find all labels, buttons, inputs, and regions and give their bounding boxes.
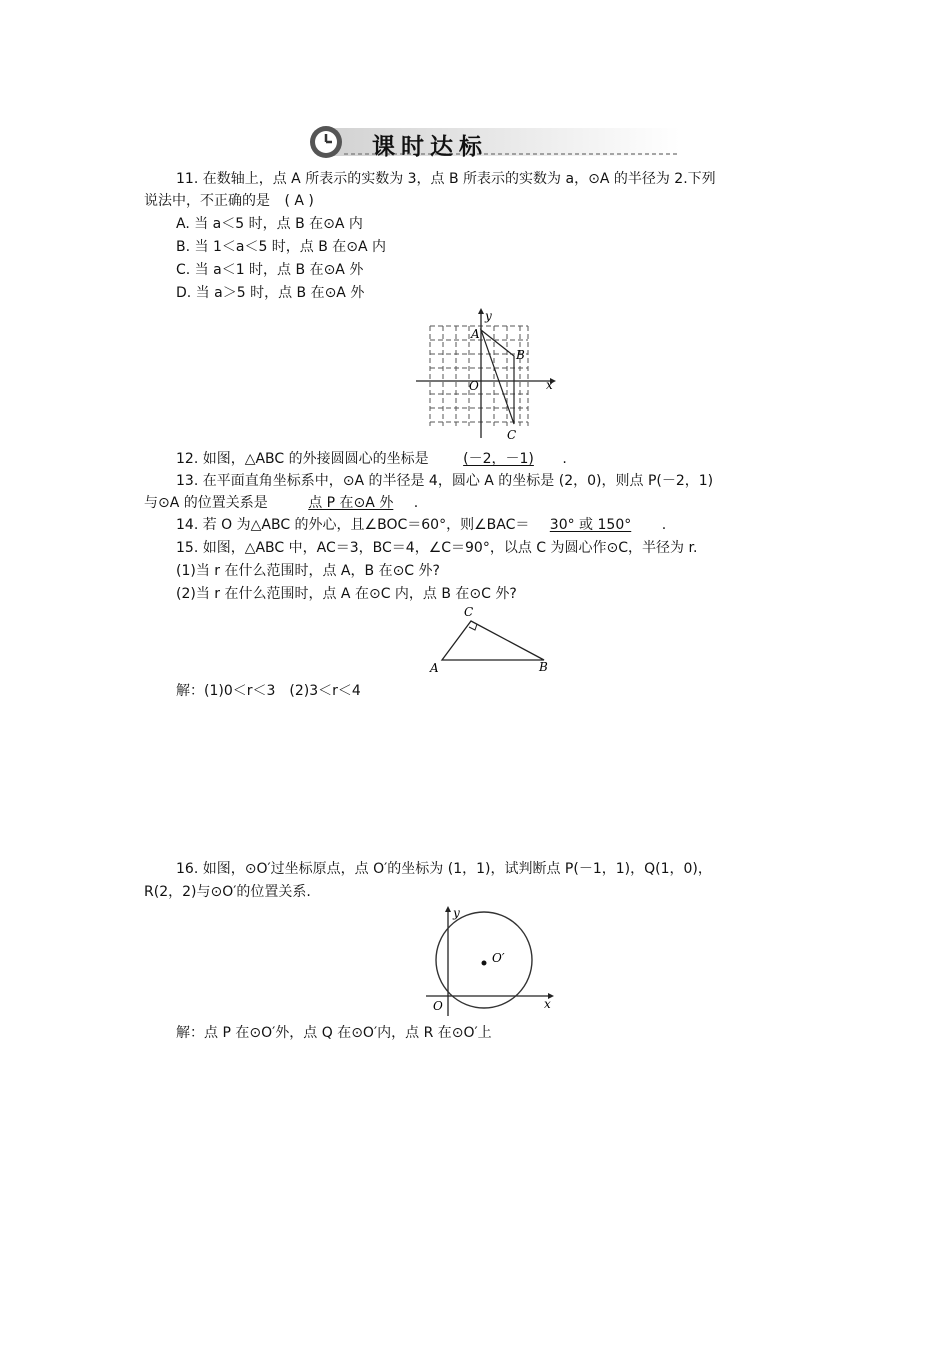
q11-option-c: C. 当 a＜1 时，点 B 在⊙A 外 <box>176 262 364 278</box>
q14-answer: 30° 或 150° <box>549 517 632 533</box>
circle-oprime <box>436 912 532 1008</box>
q15-stem: 15. 如图，△ABC 中，AC＝3，BC＝4，∠C＝90°，以点 C 为圆心作⊙C，半径为 r. <box>176 540 698 556</box>
label-c: C <box>464 605 474 619</box>
label-b: B <box>516 348 525 362</box>
label-a: A <box>471 327 480 341</box>
q11-answer: ( A ) <box>284 193 314 209</box>
q15-part2: (2)当 r 在什么范围时，点 A 在⊙C 内，点 B 在⊙C 外? <box>176 586 517 602</box>
q16-line2: R(2，2)与⊙O′的位置关系. <box>144 884 311 900</box>
section-banner <box>308 124 680 160</box>
label-y: y <box>485 309 492 323</box>
q11-stem-line1: 11. 在数轴上，点 A 所表示的实数为 3，点 B 所表示的实数为 a，⊙A 的半径为 2.下列 <box>176 171 716 187</box>
q13-line2 <box>144 494 418 512</box>
q16-circle-figure <box>420 904 560 1020</box>
q13-prefix: 与⊙A 的位置关系是 <box>144 495 268 511</box>
q11-stem-prefix: 说法中，不正确的是 <box>144 193 270 209</box>
q11-stem-line2 <box>144 192 314 210</box>
q15-triangle-figure <box>424 600 564 680</box>
triangle-abc <box>481 330 514 424</box>
q13-end: . <box>413 495 419 511</box>
label-b: B <box>539 660 548 674</box>
label-oprime: O′ <box>492 951 505 965</box>
q13-answer: 点 P 在⊙A 外 <box>308 495 394 511</box>
q14-end: . <box>661 517 667 533</box>
clock-icon <box>310 126 342 158</box>
label-x: x <box>546 378 553 392</box>
q11-option-b: B. 当 1＜a＜5 时，点 B 在⊙A 内 <box>176 239 387 255</box>
q12-line <box>176 450 567 468</box>
q12-grid-figure <box>410 308 560 444</box>
right-triangle <box>442 621 544 660</box>
q14-line <box>176 516 666 534</box>
q16-solution: 解：点 P 在⊙O′外，点 Q 在⊙O′内，点 R 在⊙O′上 <box>176 1025 492 1041</box>
label-a: A <box>430 661 439 675</box>
label-y: y <box>453 906 460 920</box>
q15-part1: (1)当 r 在什么范围时，点 A，B 在⊙C 外? <box>176 563 440 579</box>
q12-end: . <box>562 451 567 467</box>
label-c: C <box>507 428 517 442</box>
q14-stem: 14. 若 O 为△ABC 的外心，且∠BOC＝60°，则∠BAC＝ <box>176 517 530 533</box>
center-oprime <box>482 961 487 966</box>
q11-option-a: A. 当 a＜5 时，点 B 在⊙A 内 <box>176 216 363 232</box>
banner-title: 课时达标 <box>372 134 488 160</box>
label-o: O <box>433 999 443 1013</box>
label-o: O <box>469 379 479 393</box>
q12-answer: (－2，－1) <box>463 451 534 467</box>
q13-line1: 13. 在平面直角坐标系中，⊙A 的半径是 4，圆心 A 的坐标是 (2，0)，则点 P(－2，1) <box>176 473 714 489</box>
right-angle-mark <box>469 624 477 630</box>
q15-solution: 解：(1)0＜r＜3 (2)3＜r＜4 <box>176 683 361 699</box>
label-x: x <box>544 997 551 1011</box>
q11-option-d: D. 当 a＞5 时，点 B 在⊙A 外 <box>176 285 365 301</box>
q12-stem: 12. 如图，△ABC 的外接圆圆心的坐标是 <box>176 451 429 467</box>
q16-line1: 16. 如图，⊙O′过坐标原点，点 O′的坐标为 (1，1)，试判断点 P(－1，1)，Q(1，0)， <box>176 861 712 877</box>
